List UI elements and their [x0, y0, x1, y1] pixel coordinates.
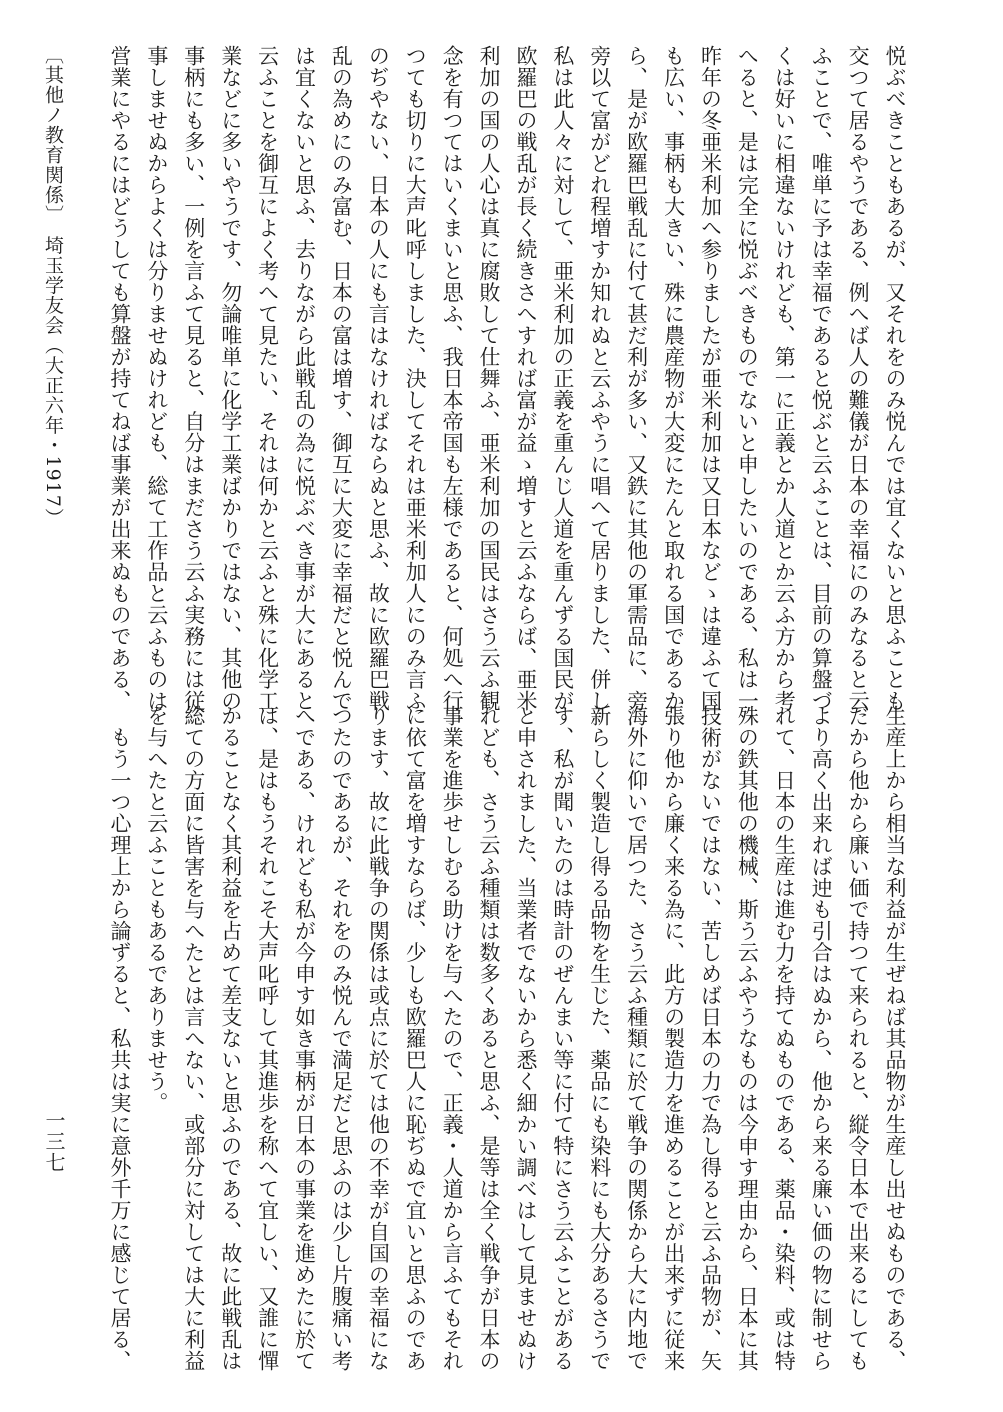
- text-column: れて、日本の生産は進む力を持てぬものである、薬品・染料、或は特: [772, 705, 797, 1372]
- text-column: ら、是が欧羅巴戦乱に付て甚だ利が多い、又鉄に其他の軍需品に、旁: [624, 45, 649, 712]
- text-column: 乱の為めにのみ富む、日本の富は増す、御互に大変に幸福だと悦んで: [329, 45, 354, 712]
- page-number: 一三七: [42, 1110, 66, 1173]
- text-column: 事しませぬからよくは分りませぬけれども、総て工作品と云ふものは: [144, 45, 169, 712]
- text-column: 技術がないではない、苦しめば日本の力で為し得ると云ふ品物が、矢: [698, 705, 723, 1372]
- running-header: 〔其他ノ教育関係〕 埼玉学友会（大正六年・1917）: [42, 45, 64, 528]
- text-column: 私は此人々に対して、亜米利加の正義を重んじ人道を重んずる国民が: [550, 45, 575, 712]
- text-column: 業などに多いやうです、勿論唯単に化学工業ばかりではない、其他の: [218, 45, 243, 712]
- text-column: ふことで、唯単に予は幸福であると悦ぶと云ふことは、目前の算盤づ: [809, 45, 834, 712]
- text-column: は宜くないと思ふ、去りながら此戦乱の為に悦ぶべき事が大にあると: [292, 45, 317, 712]
- text-column: す、私が聞いたのは時計のぜんまい等に付て特にさう云ふことがある: [550, 705, 575, 1372]
- text-column: ります、故に此戦争の関係は或点に於ては他の不幸が自国の幸福にな: [366, 705, 391, 1372]
- text-column: へである、けれども私が今申す如き事柄が日本の事業を進めたに於て: [292, 705, 317, 1372]
- text-column: 悦ぶべきこともあるが、又それをのみ悦んでは宜くないと思ふことも: [883, 45, 907, 712]
- text-column: れども、さう云ふ種類は数多くあると思ふ、是等は全く戦争が日本の: [477, 705, 502, 1372]
- text-column: 利加の国の人心は真に腐敗して仕舞ふ、亜米利加の国民はさう云ふ観: [477, 45, 502, 712]
- text-column: 新らしく製造し得る品物を生じた、薬品にも染料にも大分あるさうで: [587, 705, 612, 1372]
- text-block-top: [101, 45, 913, 712]
- text-column: 欧羅巴の戦乱が長く続きさへすれば富が益ゝ増すと云ふならば、亜米: [513, 45, 538, 712]
- text-column: 殊の鉄其他の機械、斯う云ふやうなものは今申す理由から、日本に其: [735, 705, 760, 1372]
- text-column: だから他から廉い価で持つて来られると、縦令日本で出来るにしても: [846, 705, 871, 1372]
- text-column: 営業にやるにはどうしても算盤が持てねば事業が出来ぬものである、: [107, 45, 132, 712]
- text-column: もう一つ心理上から論ずると、私共は実に意外千万に感じて居る、: [107, 705, 132, 1372]
- text-column: 事業を進歩せしむる助けを与へたので、正義・人道から言ふてもそれ: [440, 705, 465, 1372]
- text-column: 総ての方面に皆害を与へたとは言へない、或部分に対しては大に利益: [181, 705, 206, 1372]
- text-column: つても切りに大声叱呼しました、決してそれは亜米利加人にのみ言ふ: [403, 45, 428, 712]
- text-column: を与へたと云ふこともあるでありませう。: [144, 705, 169, 1114]
- text-column: 旁以て富がどれ程増すか知れぬと云ふやうに唱へて居りました、併し: [587, 45, 612, 712]
- text-column: 張り他から廉く来る為に、此方の製造力を進めることが出来ずに従来: [661, 705, 686, 1372]
- text-column: と申されました、当業者でないから悉く細かい調べはして見ませぬけ: [513, 705, 538, 1372]
- text-column: かることなく其利益を占めて差支ないと思ふのである、故に此戦乱は: [218, 705, 243, 1372]
- text-column: へると、是は完全に悦ぶべきものでないと申したいのである、私は一: [735, 45, 760, 712]
- text-column: 生産上から相当な利益が生ぜねば其品物が生産し出せぬものである、: [883, 705, 907, 1372]
- text-column: に依て富を増すならば、少しも欧羅巴人に恥ぢぬで宜いと思ふのであ: [403, 705, 428, 1372]
- text-column: 昨年の冬亜米利加へ参りましたが亜米利加は又日本などゝは違ふて国: [698, 45, 723, 712]
- text-column: 海外に仰いで居つた、さう云ふ種類に於て戦争の関係から大に内地で: [624, 705, 649, 1372]
- text-column: は、是はもうそれこそ大声叱呼して其進歩を称へて宜しい、又誰に憚: [255, 705, 280, 1372]
- text-column: 交つて居るやうである、例へば人の難儀が日本の幸福にのみなると云: [846, 45, 871, 712]
- text-column: 事柄にも多い、一例を言ふて見ると、自分はまださう云ふ実務には従: [181, 45, 206, 712]
- text-block-bottom: [101, 705, 913, 1372]
- text-column: 念を有つてはいくまいと思ふ、我日本帝国も左様であると、何処へ行: [440, 45, 465, 712]
- text-column: のぢやない、日本の人にも言はなければならぬと思ふ、故に欧羅巴戦: [366, 45, 391, 712]
- text-column: も広い、事柄も大きい、殊に農産物が大変にたんと取れる国であるか: [661, 45, 686, 712]
- text-column: つたのであるが、それをのみ悦んで満足だと思ふのは少し片腹痛い考: [329, 705, 354, 1372]
- text-column: くは好いに相違ないけれども、第一に正義とか人道とか云ふ方から考: [772, 45, 797, 712]
- text-column: 云ふことを御互によく考へて見たい、それは何かと云ふと殊に化学工: [255, 45, 280, 712]
- text-column: より高く出来れば迚も引合はぬから、他から来る廉い価の物に制せら: [809, 705, 834, 1372]
